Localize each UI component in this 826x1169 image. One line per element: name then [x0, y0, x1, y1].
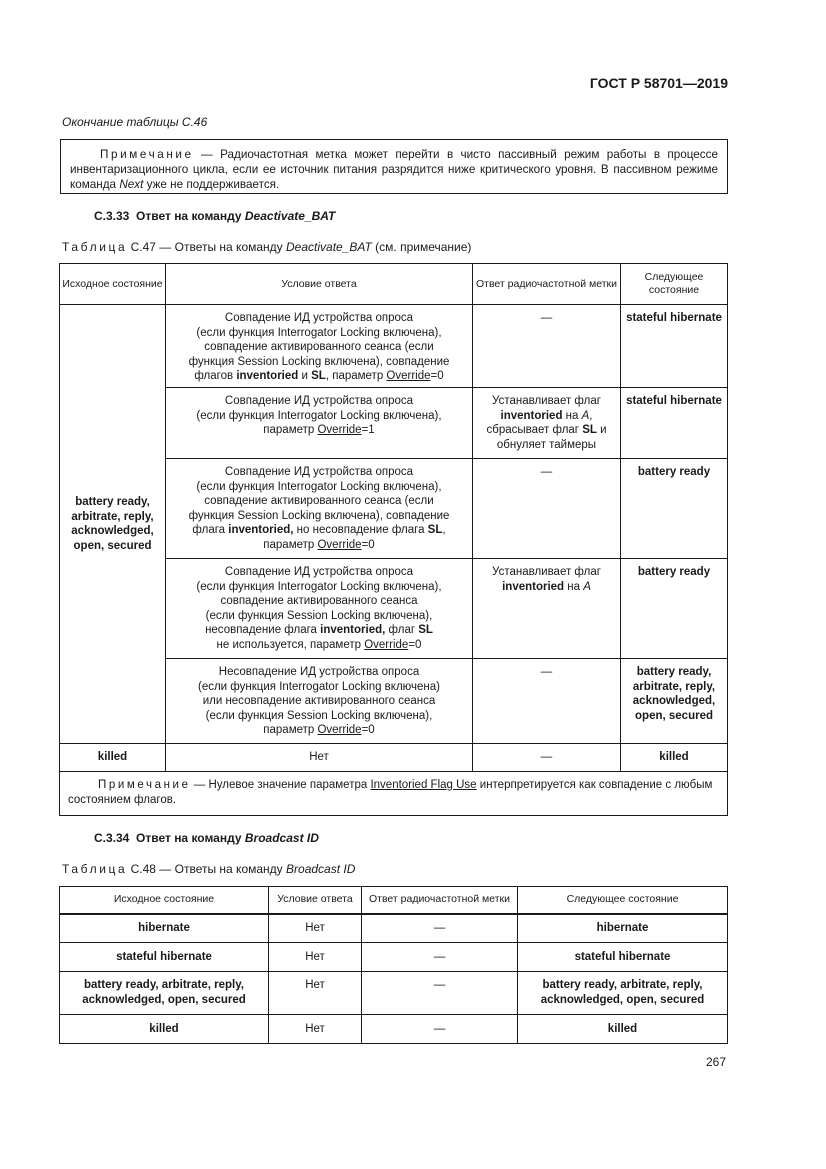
initial-state-cell: killed — [60, 744, 166, 772]
caption-suffix: (см. примечание) — [371, 240, 472, 254]
table-c47 — [59, 263, 728, 816]
header-response: Ответ радиочастотной метки — [473, 264, 621, 305]
next-state-cell: killed — [518, 1015, 728, 1044]
response-cell: Устанавливает флаг inventoried на A, сбрасывает флаг SL и обнуляет таймеры — [473, 388, 621, 459]
next-state-cell: hibernate — [518, 914, 728, 943]
condition-cell: Совпадение ИД устройства опроса (если функция Interrogator Locking включена), совпадение активированного сеанса (если функция Session Locking включена), совпадение флагов inventoried и SL, параметр Override=0 — [166, 305, 473, 388]
table-caption-c48 — [62, 862, 355, 877]
table-row — [60, 972, 728, 1015]
initial-state-cell: stateful hibernate — [60, 943, 269, 972]
section-heading-c334 — [94, 831, 319, 846]
condition-cell: Нет — [166, 744, 473, 772]
document-header: ГОСТ Р 58701—2019 — [589, 75, 728, 91]
top-note — [60, 139, 728, 194]
condition-cell: Совпадение ИД устройства опроса (если функция Interrogator Locking включена), совпадение активированного сеанса (если функция Session Locking включена), совпадение флага inventoried, но несовпадение флага SL, параметр Override=0 — [166, 459, 473, 559]
header-next-state: Следующее состояние — [518, 887, 728, 914]
header-response: Ответ радиочастотной метки — [362, 887, 518, 914]
condition-cell: Совпадение ИД устройства опроса (если функция Interrogator Locking включена), совпадение активированного сеанса (если функция Session Locking включена), несовпадение флага inventoried, флаг SL не используется, параметр Override=0 — [166, 559, 473, 659]
caption-number: С.48 — Ответы на команду — [130, 862, 287, 876]
table-row — [60, 943, 728, 972]
response-cell: — — [473, 659, 621, 744]
condition-cell: Нет — [269, 943, 362, 972]
table-row — [60, 914, 728, 943]
note-param: Inventoried Flag Use — [370, 779, 477, 791]
caption-command: Broadcast ID — [286, 862, 356, 876]
response-cell: — — [473, 459, 621, 559]
caption-command: Deactivate_BAT — [286, 240, 372, 254]
table-header-row — [60, 887, 728, 914]
caption-label: Таблица — [62, 862, 128, 876]
caption-number: С.47 — Ответы на команду — [130, 240, 287, 254]
response-cell: — — [473, 744, 621, 772]
table-c48 — [59, 886, 728, 1044]
page-number: 267 — [705, 1055, 726, 1069]
table-row-killed — [60, 744, 728, 772]
next-state-cell: battery ready — [621, 559, 728, 659]
condition-cell: Нет — [269, 914, 362, 943]
response-cell: Устанавливает флаг inventoried на A — [473, 559, 621, 659]
table-row — [60, 305, 728, 388]
response-cell: — — [362, 972, 518, 1015]
response-cell: — — [362, 914, 518, 943]
header-next-state: Следующее состояние — [621, 264, 728, 305]
condition-cell: Нет — [269, 1015, 362, 1044]
table-caption-c47 — [62, 240, 471, 255]
initial-state-cell: killed — [60, 1015, 269, 1044]
table-row — [60, 1015, 728, 1044]
section-title: Ответ на команду — [136, 831, 245, 845]
response-cell: — — [473, 305, 621, 388]
condition-cell: Несовпадение ИД устройства опроса (если функция Interrogator Locking включена) или несовпадение активированного сеанса (если функция Session Locking включена), параметр Override=0 — [166, 659, 473, 744]
next-state-cell: battery ready, arbitrate, reply, acknowledged, open, secured — [621, 659, 728, 744]
continuation-caption: Окончание таблицы С.46 — [62, 115, 208, 129]
header-initial-state: Исходное состояние — [60, 264, 166, 305]
section-number: С.3.33 — [94, 209, 130, 223]
response-cell: — — [362, 943, 518, 972]
note-command: Next — [119, 178, 144, 191]
header-initial-state: Исходное состояние — [60, 887, 269, 914]
condition-cell: Нет — [269, 972, 362, 1015]
section-heading-c333 — [94, 209, 335, 224]
note-label: Примечание — [100, 148, 194, 161]
header-condition: Условие ответа — [269, 887, 362, 914]
section-command: Deactivate_BAT — [244, 209, 336, 223]
table-header-row — [60, 264, 728, 305]
section-number: С.3.34 — [94, 831, 130, 845]
initial-state-cell: battery ready, arbitrate, reply, acknowledged, open, secured — [60, 972, 269, 1015]
next-state-cell: stateful hibernate — [518, 943, 728, 972]
note-text-end: уже не поддерживается. — [143, 178, 280, 191]
condition-cell: Совпадение ИД устройства опроса (если функция Interrogator Locking включена), параметр Override=1 — [166, 388, 473, 459]
section-title: Ответ на команду — [136, 209, 245, 223]
header-condition: Условие ответа — [166, 264, 473, 305]
note-text: — Радиочастотная метка может перейти в чисто пассивный режим работы в процессе инвентаризационного цикла, если ее источник питания разрядится ниже критического уровня. В пассивном режиме команда — [70, 148, 718, 191]
next-state-cell: stateful hibernate — [621, 305, 728, 388]
group-initial-state: battery ready, arbitrate, reply, acknowledged, open, secured — [60, 305, 166, 744]
next-state-cell: battery ready — [621, 459, 728, 559]
section-command: Broadcast ID — [244, 831, 319, 845]
caption-label: Таблица — [62, 240, 128, 254]
response-cell: — — [362, 1015, 518, 1044]
note-label: Примечание — [98, 779, 191, 791]
next-state-cell: killed — [621, 744, 728, 772]
initial-state-cell: hibernate — [60, 914, 269, 943]
table-note-row — [60, 772, 728, 816]
next-state-cell: stateful hibernate — [621, 388, 728, 459]
next-state-cell: battery ready, arbitrate, reply, acknowledged, open, secured — [518, 972, 728, 1015]
table-note: Примечание — Нулевое значение параметра Inventoried Flag Use интерпретируется как совпадение с любым состоянием флагов. — [60, 772, 728, 816]
